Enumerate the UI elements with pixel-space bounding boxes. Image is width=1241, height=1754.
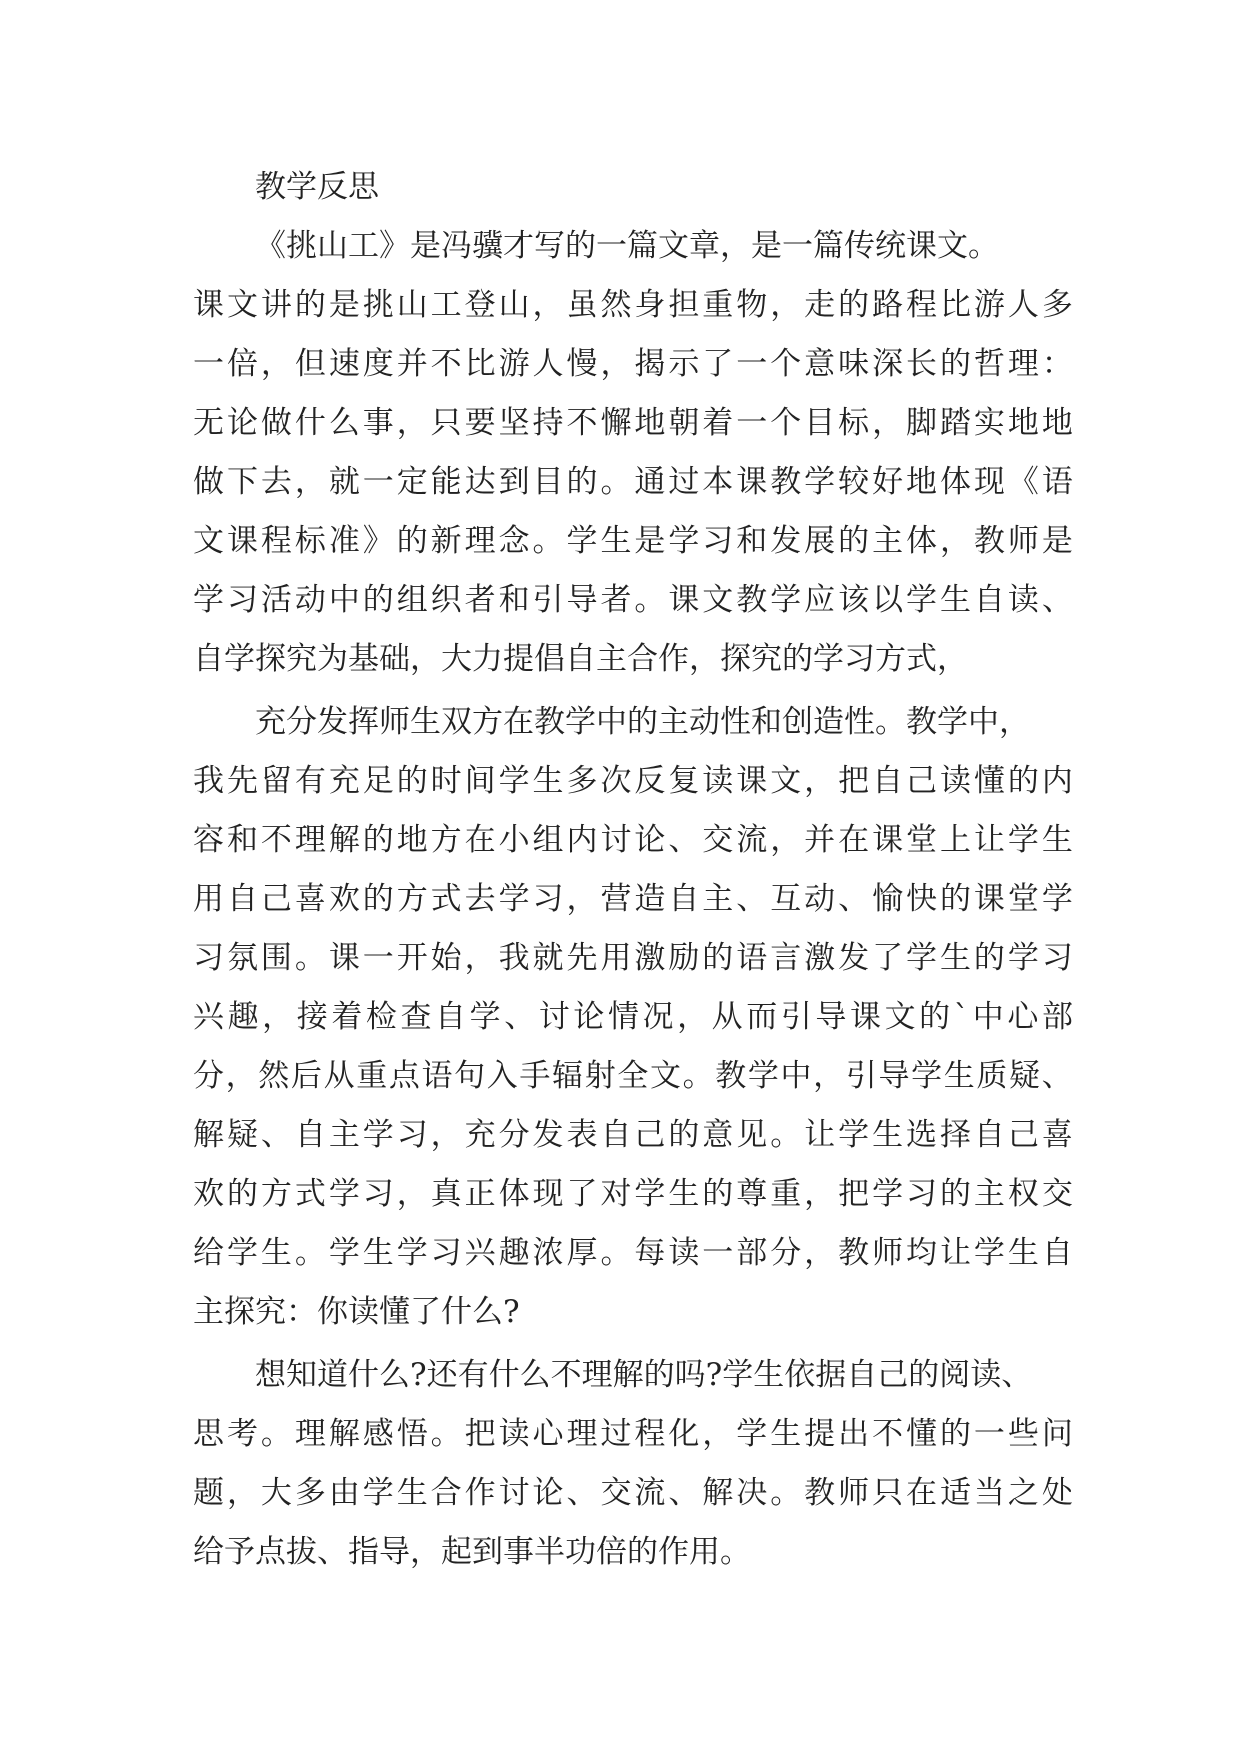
paragraph-line: 一 倍 ， 但 速 度 并 不 比 游 人 慢 ， 揭 示 了 一 个 意 味 深 长 的 哲 理 ：: [193, 346, 1073, 382]
paragraph-line: 主探究：你读懂了什么?: [193, 1294, 520, 1330]
paragraph-line: 用 自 己 喜 欢 的 方 式 去 学 习 ， 营 造 自 主 、 互 动 、 愉 快 的 课 堂 学: [193, 881, 1073, 917]
paragraph-line: 容 和 不 理 解 的 地 方 在 小 组 内 讨 论 、 交 流 ， 并 在 课 堂 上 让 学 生: [193, 822, 1073, 858]
paragraph-line: 课 文 讲 的 是 挑 山 工 登 山 ， 虽 然 身 担 重 物 ， 走 的 路 程 比 游 人 多: [193, 287, 1073, 323]
paragraph-line: 文 课 程 标 准 》 的 新 理 念 。 学 生 是 学 习 和 发 展 的 主 体 ， 教 师 是: [193, 523, 1073, 559]
paragraph-line: 无 论 做 什 么 事 ， 只 要 坚 持 不 懈 地 朝 着 一 个 目 标 ， 脚 踏 实 地 地: [193, 405, 1073, 441]
paragraph-line: 我 先 留 有 充 足 的 时 间 学 生 多 次 反 复 读 课 文 ， 把 自 己 读 懂 的 内: [193, 763, 1073, 799]
document-title: 教学反思: [255, 169, 379, 205]
paragraph-line: 充分发挥师生双方在教学中的主动性和创造性。教学中，: [255, 704, 1030, 740]
paragraph-line: 兴 趣 ， 接 着 检 查 自 学 、 讨 论 情 况 ， 从 而 引 导 课 文 的 ` 中 心 部: [193, 999, 1073, 1035]
paragraph-line: 思 考 。 理 解 感 悟 。 把 读 心 理 过 程 化 ， 学 生 提 出 不 懂 的 一 些 问: [193, 1416, 1073, 1452]
paragraph-line: 给予点拔、指导，起到事半功倍的作用。: [193, 1534, 751, 1570]
paragraph-line: 学 习 活 动 中 的 组 织 者 和 引 导 者 。 课 文 教 学 应 该 以 学 生 自 读 、: [193, 582, 1073, 618]
paragraph-line: 欢 的 方 式 学 习 ， 真 正 体 现 了 对 学 生 的 尊 重 ， 把 学 习 的 主 权 交: [193, 1176, 1073, 1212]
paragraph-line: 题 ， 大 多 由 学 生 合 作 讨 论 、 交 流 、 解 决 。 教 师 只 在 适 当 之 处: [193, 1475, 1073, 1511]
paragraph-line: 习 氛 围 。 课 一 开 始 ， 我 就 先 用 激 励 的 语 言 激 发 了 学 生 的 学 习: [193, 940, 1073, 976]
paragraph-line: 自学探究为基础，大力提倡自主合作，探究的学习方式，: [193, 641, 968, 677]
paragraph-line: 想知道什么?还有什么不理解的吗?学生依据自己的阅读、: [255, 1357, 1033, 1393]
paragraph-line: 《挑山工》是冯骥才写的一篇文章，是一篇传统课文。: [255, 228, 999, 264]
paragraph-line: 分 ， 然 后 从 重 点 语 句 入 手 辐 射 全 文 。 教 学 中 ， 引 导 学 生 质 疑 、: [193, 1058, 1073, 1094]
paragraph-line: 做 下 去 ， 就 一 定 能 达 到 目 的 。 通 过 本 课 教 学 较 好 地 体 现 《 语: [193, 464, 1073, 500]
paragraph-line: 解 疑 、 自 主 学 习 ， 充 分 发 表 自 己 的 意 见 。 让 学 生 选 择 自 己 喜: [193, 1117, 1073, 1153]
document-body: [193, 158, 1073, 1582]
paragraph-2: [193, 693, 1073, 1342]
paragraph-line: 给 学 生 。 学 生 学 习 兴 趣 浓 厚 。 每 读 一 部 分 ， 教 师 均 让 学 生 自: [193, 1235, 1073, 1271]
paragraph-1: [193, 217, 1073, 689]
paragraph-3: [193, 1346, 1073, 1582]
